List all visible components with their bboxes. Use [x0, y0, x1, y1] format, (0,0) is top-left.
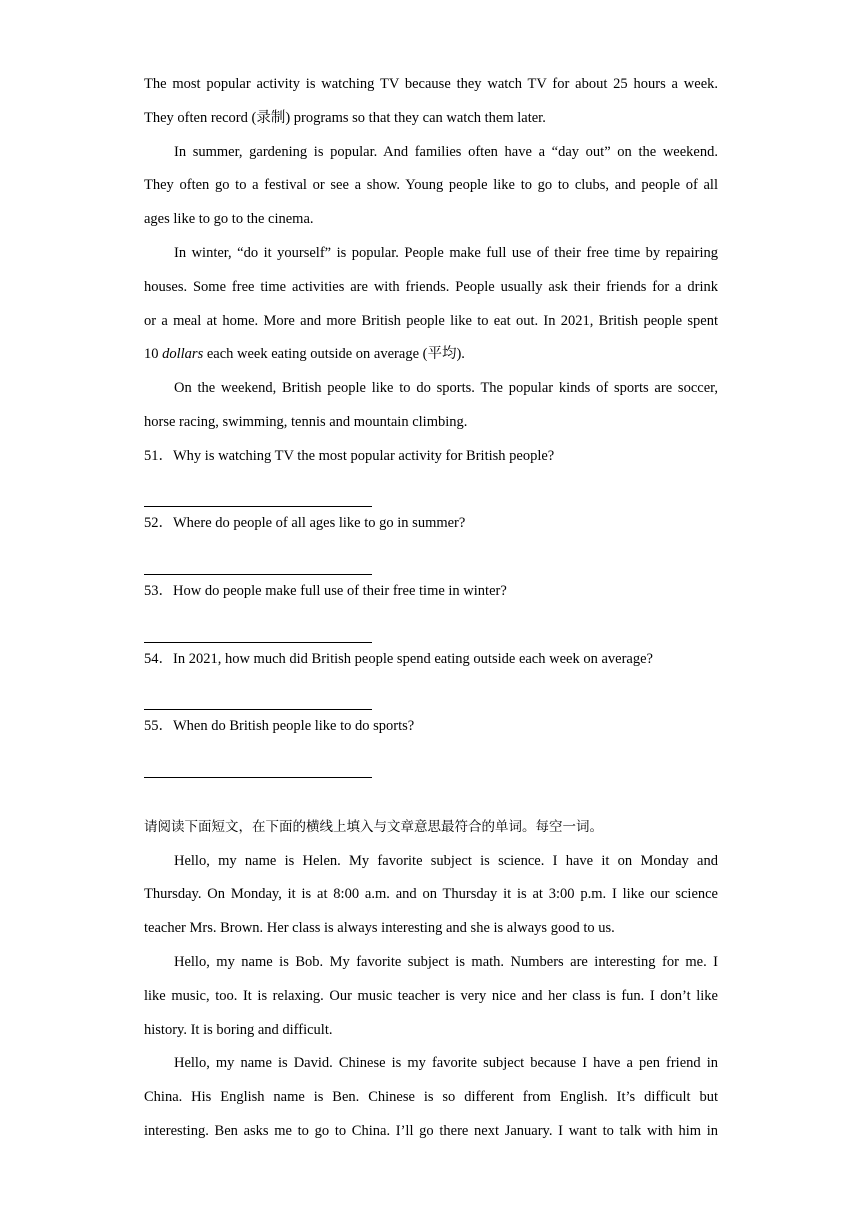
italic-word: dollars [162, 346, 204, 363]
text-line: interesting. Ben asks me to go to China. I’ll go there next January. I want to talk with him in [144, 1122, 718, 1139]
section-spacer [144, 778, 718, 811]
question-53 [144, 575, 718, 643]
section-instruction: 请阅读下面短文，在下面的横线上填入与文章意思最符合的单词。每空一词。 [144, 818, 603, 835]
text-line: They often record (录制) programs so that they can watch them later. [144, 109, 546, 126]
text-line: They often go to a festival or see a show. Young people like to go to clubs, and people of all [144, 177, 718, 194]
paragraph-winter [144, 237, 718, 372]
question-prompt: When do British people like to do sports? [173, 718, 415, 735]
text-line: horse racing, swimming, tennis and mountain climbing. [144, 413, 468, 430]
answer-blank[interactable] [144, 744, 372, 778]
text-line: history. It is boring and difficult. [144, 1021, 333, 1038]
text-line: In winter, “do it yourself” is popular. People make full use of their free time by repairing [174, 244, 718, 261]
question-prompt: Why is watching TV the most popular activity for British people? [173, 447, 555, 464]
question-52 [144, 507, 718, 575]
text-line: On the weekend, British people like to do sports. The popular kinds of sports are soccer, [174, 380, 718, 397]
paragraph-tv [144, 68, 718, 136]
text-line: The most popular activity is watching TV because they watch TV for about 25 hours a week. [144, 76, 718, 92]
text-line: In summer, gardening is popular. And families often have a “day out” on the weekend. [174, 143, 718, 160]
answer-blank[interactable] [144, 676, 372, 710]
paragraph-bob [144, 946, 718, 1047]
paragraph-helen [144, 845, 718, 946]
text-line: ages like to go to the cinema. [144, 211, 314, 228]
paragraph-weekend [144, 372, 718, 440]
text-line: Hello, my name is Helen. My favorite subject is science. I have it on Monday and [174, 852, 718, 869]
question-number: 53． [144, 582, 173, 599]
answer-blank[interactable] [144, 474, 372, 508]
question-text [144, 507, 718, 541]
text-line: Thursday. On Monday, it is at 8:00 a.m. and on Thursday it is at 3:00 p.m. I like our science [144, 886, 718, 903]
text-line: Hello, my name is Bob. My favorite subject is math. Numbers are interesting for me. I [174, 953, 718, 970]
question-text [144, 643, 718, 677]
text-line: like music, too. It is relaxing. Our music teacher is very nice and her class is fun. I don’t like [144, 987, 718, 1004]
text-line: or a meal at home. More and more British people like to eat out. In 2021, British people spent [144, 312, 718, 329]
text-line: China. His English name is Ben. Chinese is so different from English. It’s difficult but [144, 1089, 718, 1106]
text-fragment: each week eating outside on average (平均). [203, 346, 465, 363]
passage-favorite-subjects [144, 811, 718, 1149]
question-number: 51． [144, 447, 173, 464]
paragraph-summer [144, 136, 718, 237]
passage-british-free-time [144, 68, 718, 778]
question-text [144, 575, 718, 609]
answer-blank[interactable] [144, 541, 372, 575]
question-55 [144, 710, 718, 778]
question-prompt: Where do people of all ages like to go in summer? [173, 515, 466, 532]
question-text [144, 710, 718, 744]
text-line [144, 338, 718, 372]
question-number: 54． [144, 650, 173, 667]
paragraph-david [144, 1047, 718, 1148]
question-text [144, 440, 718, 474]
question-prompt: In 2021, how much did British people spend eating outside each week on average? [173, 650, 653, 667]
question-51 [144, 440, 718, 508]
document-content [144, 68, 718, 1149]
text-fragment: 10 [144, 346, 163, 363]
question-number: 52． [144, 515, 173, 532]
text-line: teacher Mrs. Brown. Her class is always interesting and she is always good to us. [144, 920, 615, 937]
question-54 [144, 643, 718, 711]
question-number: 55． [144, 718, 173, 735]
text-line: Hello, my name is David. Chinese is my favorite subject because I have a pen friend in [174, 1055, 718, 1072]
text-line: houses. Some free time activities are with friends. People usually ask their friends for a drink [144, 278, 718, 295]
answer-blank[interactable] [144, 609, 372, 643]
question-prompt: How do people make full use of their free time in winter? [173, 582, 507, 599]
